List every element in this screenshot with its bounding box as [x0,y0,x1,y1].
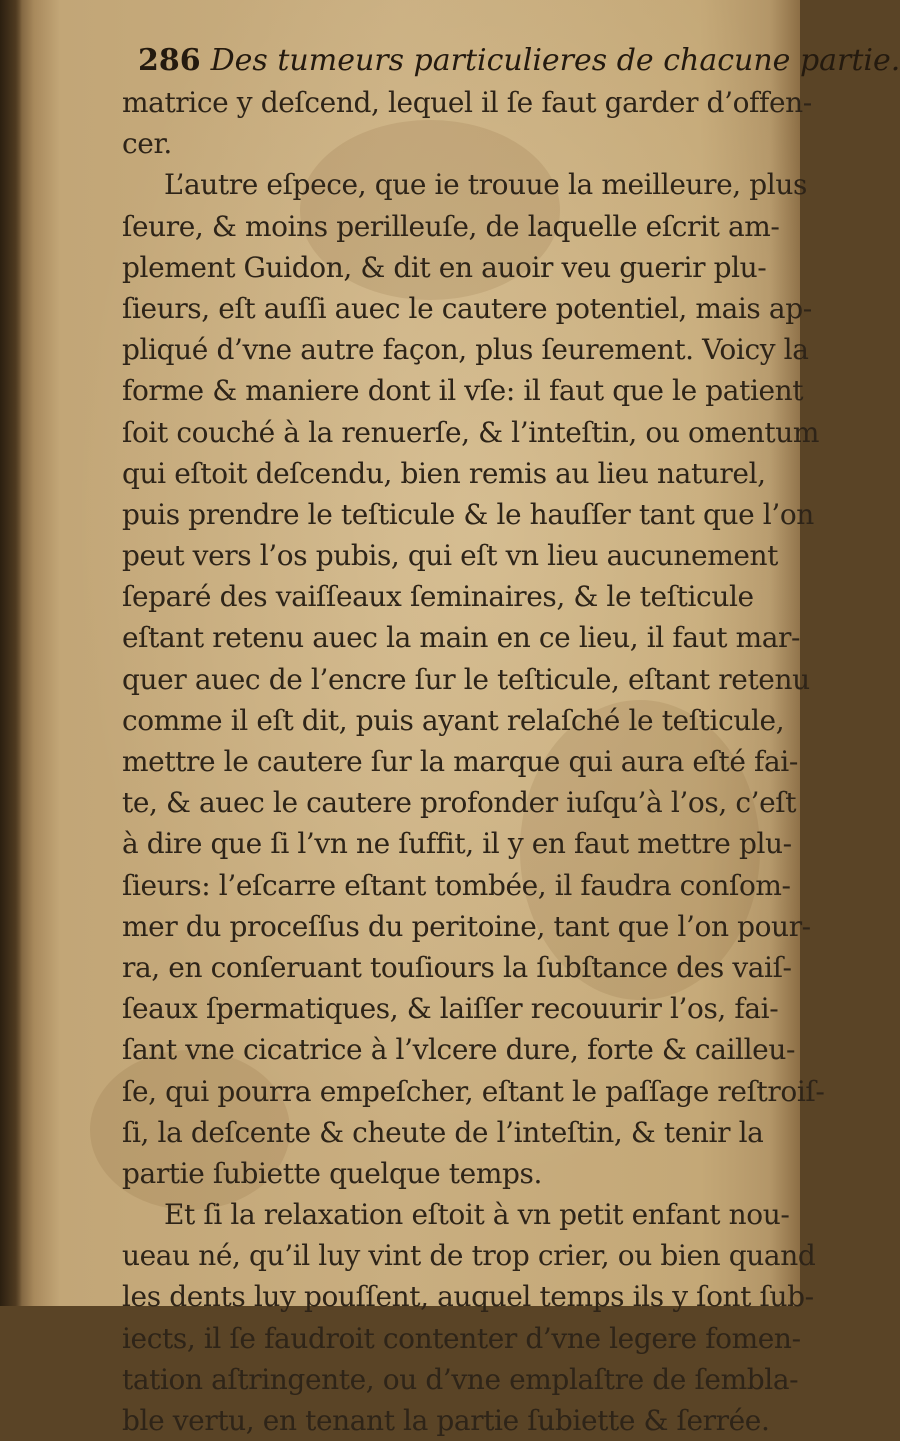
text-line: partie ſubiette quelque temps. [122,1156,542,1190]
text-line: mettre le cautere ſur la marque qui aura eſté fai- [122,745,798,778]
text-line: matrice y deſcend, lequel il ſe faut garder d’offen- [122,86,812,119]
page-number: 286 [138,43,201,78]
text-line: iects, il ſe faudroit contenter d’vne legere fomen- [122,1321,801,1355]
text-line: cer. [122,127,172,161]
text-line: eſtant retenu auec la main en ce lieu, il faut mar- [122,621,801,655]
text-line: tation aſtringente, ou d’vne emplaſtre de ſembla- [122,1362,799,1396]
text-line: forme & maniere dont il vſe: il faut que le patient [122,374,804,408]
running-head [138,40,900,82]
text-line: ſi, la deſcente & cheute de l’inteſtin, & tenir la [122,1115,764,1149]
text-line: ſoit couché à la renuerſe, & l’inteſtin, ou omentum [122,415,820,449]
text-line: à dire que ſi l’vn ne ſuffit, il y en faut mettre plu- [122,827,792,861]
text-line: ble vertu, en tenant la partie ſubiette & ſerrée. [122,1404,770,1437]
text-line: ra, en conſeruant touſiours la ſubſtance des vaiſ- [122,950,792,984]
text-line: ueau né, qu’il luy vint de trop crier, ou bien quand [122,1239,816,1273]
text-line: ſe, qui pourra empeſcher, eſtant le paſſage reſtroiſ- [122,1074,825,1108]
text-line: qui eſtoit deſcendu, bien remis au lieu naturel, [122,456,766,490]
text-line: ſieurs, eſt auſſi auec le cautere potentiel, mais ap- [122,291,812,325]
text-line: quer auec de l’encre ſur le teſticule, eſtant retenu [122,662,810,696]
text-line: peut vers l’os pubis, qui eſt vn lieu aucunement [122,539,779,573]
paragraph-first-line: Et ſi la relaxation eſtoit à vn petit enfant nou- [164,1198,790,1232]
text-line: ſeparé des vaiſſeaux ſeminaires, & le teſticule [122,580,754,614]
body-text [116,82,825,1441]
text-line: les dents luy pouſſent, auquel temps ils y ſont ſub- [122,1280,814,1314]
paragraph-first-line: L’autre eſpece, que ie trouue la meilleure, plus [164,168,807,202]
text-line: puis prendre le teſticule & le hauſſer tant que l’on [122,497,814,531]
text-line: te, & auec le cautere profonder iuſqu’à l’os, c’eſt [122,786,797,820]
text-line: ſeure, & moins perilleuſe, de laquelle eſcrit am- [122,209,780,243]
running-title: Des tumeurs particulieres de chacune partie. [210,43,900,78]
text-line: ſieurs: l’eſcarre eſtant tombée, il faudra conſom- [122,868,791,902]
text-line: mer du proceſſus du peritoine, tant que l’on pour- [122,909,811,943]
text-line: ſeaux ſpermatiques, & laiſſer recouurir l’os, fai- [122,992,779,1026]
text-line: pliqué d’vne autre façon, plus ſeurement. Voicy la [122,333,809,367]
page-gutter [0,0,22,1306]
text-line: plement Guidon, & dit en auoir veu guerir plu- [122,250,767,284]
text-line: ſant vne cicatrice à l’vlcere dure, forte & cailleu- [122,1033,796,1067]
text-line: comme il eſt dit, puis ayant relaſché le teſticule, [122,703,785,737]
